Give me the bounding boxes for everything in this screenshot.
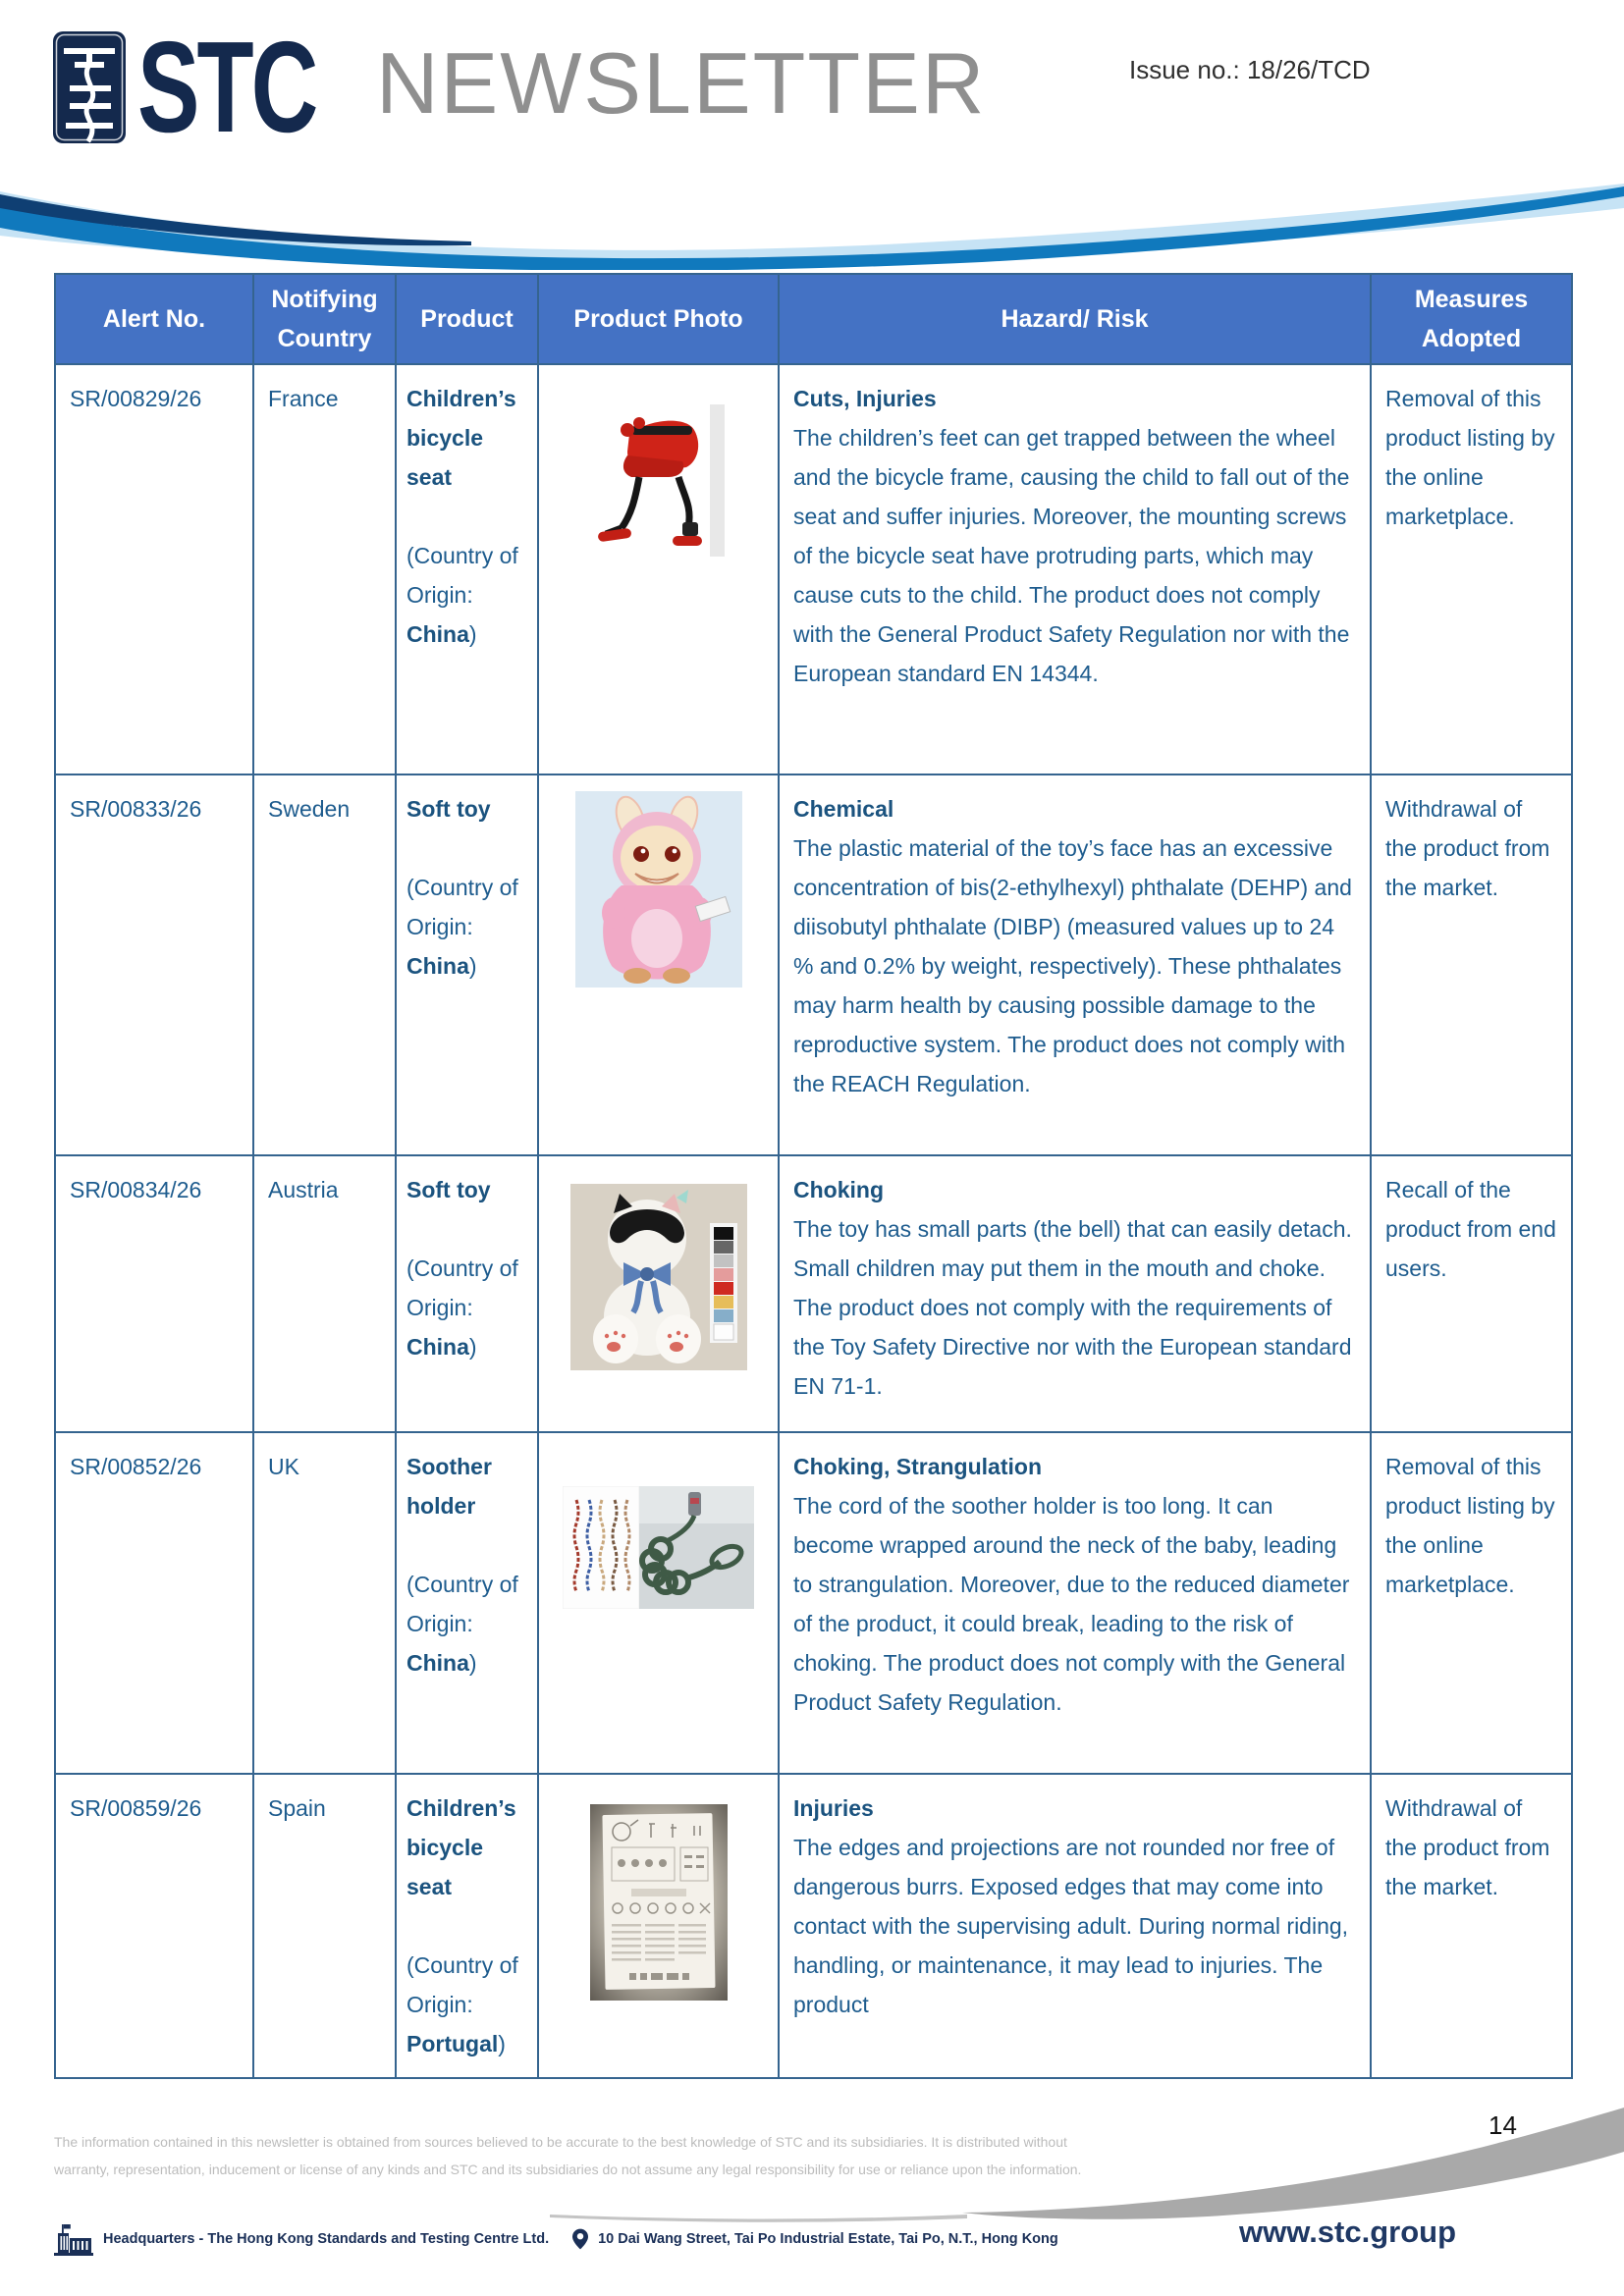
product-cell [396, 1432, 538, 1774]
hazard-cell [779, 1155, 1371, 1432]
header-wave-graphic [0, 167, 1624, 270]
disclaimer [54, 2128, 1213, 2183]
website-link[interactable]: www.stc.group [1239, 2215, 1457, 2249]
photo-cell [538, 364, 779, 774]
address-text: 10 Dai Wang Street, Tai Po Industrial Estate, Tai Po, N.T., Hong Kong [598, 2231, 1058, 2247]
table-row [55, 1155, 1572, 1432]
product-origin: (Country of Origin: China) [406, 1255, 518, 1360]
alert-no: SR/00852/26 [70, 1454, 202, 1479]
table-header-row [55, 274, 1572, 364]
product-origin: (Country of Origin: China) [406, 1572, 518, 1676]
hazard-text: The toy has small parts (the bell) that can easily detach. Small children may put them in the mouth and choke. The product does not comply with the requirements of the Toy Safety Directive nor with the European standard EN 71-1. [793, 1216, 1352, 1399]
country: UK [268, 1454, 299, 1479]
alert-no-cell [55, 774, 253, 1155]
product-name: Children’s bicycle seat [406, 1795, 516, 1899]
headquarters-text: Headquarters - The Hong Kong Standards and Testing Centre Ltd. [103, 2231, 550, 2247]
country: France [268, 386, 339, 411]
measures-text: Removal of this product listing by the online marketplace. [1385, 386, 1555, 529]
alert-no-cell [55, 364, 253, 774]
hazard-cell [779, 1774, 1371, 2078]
product-origin: (Country of Origin: Portugal) [406, 1952, 518, 2056]
disclaimer-line-2: warranty, representation, inducement or license of any kinds and STC and its subsidiaries do not assume any legal responsibility for use or reliance upon the information. [54, 2162, 1082, 2177]
hazard-cell [779, 774, 1371, 1155]
hazard-text: The plastic material of the toy’s face has an excessive concentration of bis(2-ethylhexyl) phthalate (DEHP) and diisobutyl phthalate (DIBP) (measured values up to 24 % and 0.2% by weight, respectively). These phthalates may harm health by causing possible damage to the reproductive system. The product does not comply with the REACH Regulation. [793, 835, 1352, 1096]
alert-no-cell [55, 1155, 253, 1432]
country-cell [253, 1155, 396, 1432]
measures-text: Removal of this product listing by the online marketplace. [1385, 1454, 1555, 1597]
issue-number: Issue no.: 18/26/TCD [1129, 55, 1371, 84]
product-photo-cat-plush [570, 1184, 747, 1370]
product-cell [396, 364, 538, 774]
product-cell [396, 774, 538, 1155]
measures-cell [1371, 1432, 1572, 1774]
country-cell [253, 1774, 396, 2078]
photo-cell [538, 1432, 779, 1774]
col-header-measures: Measures Adopted [1371, 274, 1572, 364]
country-cell [253, 364, 396, 774]
product-photo-pink-soft-toy [575, 791, 742, 988]
measures-cell [1371, 1155, 1572, 1432]
product-photo-soother-holder [563, 1486, 754, 1609]
country: Sweden [268, 796, 351, 822]
measures-text: Withdrawal of the product from the market. [1385, 796, 1550, 900]
measures-text: Withdrawal of the product from the market. [1385, 1795, 1550, 1899]
measures-cell [1371, 774, 1572, 1155]
hazard-title: Choking [793, 1177, 884, 1202]
photo-cell [538, 1774, 779, 2078]
country-cell [253, 1432, 396, 1774]
hazard-cell [779, 1432, 1371, 1774]
hazard-title: Cuts, Injuries [793, 386, 937, 411]
hazard-title: Choking, Strangulation [793, 1454, 1042, 1479]
stc-emblem-icon [51, 29, 128, 145]
table-row [55, 774, 1572, 1155]
product-name: Children’s bicycle seat [406, 386, 516, 490]
col-header-hazard: Hazard/ Risk [779, 274, 1371, 364]
hazard-title: Injuries [793, 1795, 874, 1821]
col-header-country: Notifying Country [253, 274, 396, 364]
building-icon [54, 2222, 93, 2256]
hazard-text: The cord of the soother holder is too long. It can become wrapped around the neck of the baby, leading to strangulation. Moreover, due to the reduced diameter of the product, it could break, leading to the risk of choking. The product does not comply with the General Product Safety Regulation. [793, 1493, 1350, 1715]
alert-no: SR/00834/26 [70, 1177, 202, 1202]
measures-cell [1371, 1774, 1572, 2078]
table-row [55, 1774, 1572, 2078]
product-photo-instruction-sheet [590, 1804, 728, 2001]
safety-alert-table [54, 273, 1573, 2079]
measures-cell [1371, 364, 1572, 774]
product-name: Soft toy [406, 796, 491, 822]
country-cell [253, 774, 396, 1155]
newsletter-title: NEWSLETTER [376, 34, 987, 132]
country: Spain [268, 1795, 326, 1821]
logo-text: STC [137, 15, 316, 159]
hazard-text: The children’s feet can get trapped between the wheel and the bicycle frame, causing the child to fall out of the seat and suffer injuries. Moreover, the mounting screws of the bicycle seat have protruding parts, which may cause cuts to the child. The product does not comply with the General Product Safety Regulation nor with the European standard EN 14344. [793, 425, 1350, 686]
product-name: Soother holder [406, 1454, 492, 1519]
alert-no-cell [55, 1432, 253, 1774]
product-photo-bicycle-seat [592, 404, 725, 557]
alert-no: SR/00833/26 [70, 796, 202, 822]
disclaimer-line-1: The information contained in this newsletter is obtained from sources believed to be accurate to the best knowledge of STC and its subsidiaries. It is distributed without [54, 2134, 1067, 2150]
product-origin: (Country of Origin: China) [406, 875, 518, 979]
product-cell [396, 1155, 538, 1432]
hazard-cell [779, 364, 1371, 774]
col-header-photo: Product Photo [538, 274, 779, 364]
page-number: 14 [1489, 2110, 1517, 2140]
col-header-product: Product [396, 274, 538, 364]
table-row [55, 364, 1572, 774]
photo-cell [538, 774, 779, 1155]
product-origin: (Country of Origin: China) [406, 543, 518, 647]
product-name: Soft toy [406, 1177, 491, 1202]
stc-logo [51, 15, 385, 159]
footer-info-bar [54, 2222, 1058, 2256]
country: Austria [268, 1177, 339, 1202]
col-header-alert-no: Alert No. [55, 274, 253, 364]
alert-no-cell [55, 1774, 253, 2078]
measures-text: Recall of the product from end users. [1385, 1177, 1556, 1281]
hazard-text: The edges and projections are not rounded nor free of dangerous burrs. Exposed edges that may come into contact with the supervising adult. During normal riding, handling, or maintenance, it may lead to injuries. The product [793, 1835, 1349, 2017]
photo-cell [538, 1155, 779, 1432]
product-cell [396, 1774, 538, 2078]
alert-no: SR/00829/26 [70, 386, 202, 411]
location-pin-icon [572, 2228, 588, 2250]
alert-no: SR/00859/26 [70, 1795, 202, 1821]
table-row [55, 1432, 1572, 1774]
hazard-title: Chemical [793, 796, 894, 822]
